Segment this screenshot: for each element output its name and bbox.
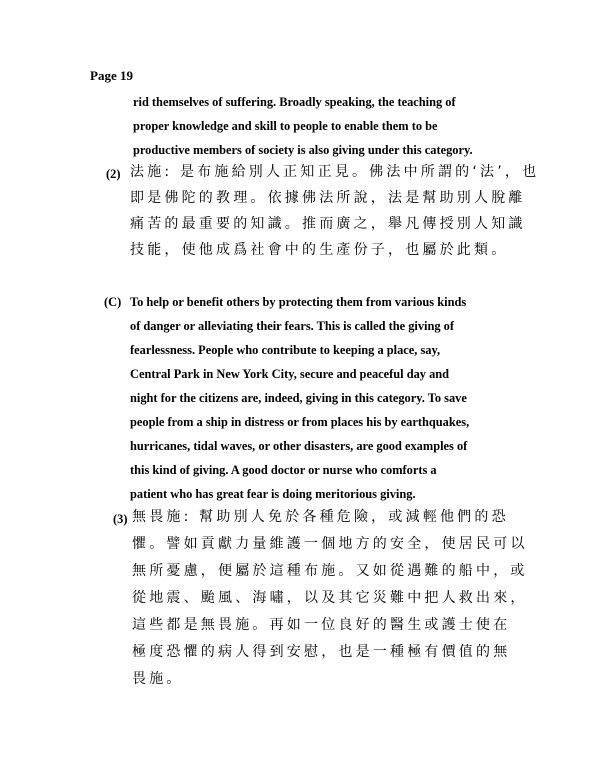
paragraph-line: fearlessness. People who contribute to keeping a place, say,: [130, 343, 441, 357]
chinese-line: 從地震、颱風、海嘯，以及其它災難中把人救出來，: [132, 590, 528, 606]
chinese-line: 技能，使他成爲社會中的生產份子，也屬於此類。: [130, 242, 509, 258]
paragraph-line: this kind of giving. A good doctor or nurse who comforts a: [130, 463, 437, 477]
item-marker: (2): [106, 167, 121, 181]
chinese-line: 即是佛陀的教理。依據佛法所說，法是幫助別人脫離: [130, 190, 526, 206]
paragraph-line: To help or benefit others by protecting them from various kinds: [130, 295, 467, 309]
chinese-line: 無畏施: 幫助別人免於各種危險，或減輕他們的恐: [132, 509, 509, 525]
paragraph-line: proper knowledge and skill to people to enable them to be: [133, 119, 438, 133]
item-marker: (3): [113, 512, 128, 526]
chinese-line: 法施: 是布施給別人正知正見。佛法中所謂的‘法’，也: [130, 164, 540, 180]
page-number: Page 19: [90, 68, 133, 83]
chinese-line: 這些都是無畏施。再如一位良好的醫生或護士使在: [132, 617, 511, 633]
paragraph-line: rid themselves of suffering. Broadly speaking, the teaching of: [133, 95, 456, 109]
paragraph-line: patient who has great fear is doing meritorious giving.: [130, 487, 416, 501]
chinese-line: 痛苦的最重要的知識。推而廣之，舉凡傳授別人知識: [130, 216, 526, 232]
chinese-line: 懼。譬如貢獻力量維護一個地方的安全，使居民可以: [132, 536, 528, 552]
paragraph-line: of danger or alleviating their fears. This is called the giving of: [130, 319, 454, 333]
paragraph-line: Central Park in New York City, secure and peaceful day and: [130, 367, 450, 381]
paragraph-line: hurricanes, tidal waves, or other disasters, are good examples of: [130, 439, 468, 453]
chinese-line: 無所憂慮，便屬於這種布施。又如從遇難的船中，或: [132, 563, 528, 579]
chinese-line: 極度恐懼的病人得到安慰，也是一種極有價值的無: [132, 644, 511, 660]
paragraph-line: night for the citizens are, indeed, giving in this category. To save: [130, 391, 467, 405]
paragraph-line: productive members of society is also giving under this category.: [133, 143, 473, 157]
item-marker: (C): [104, 295, 122, 309]
paragraph-line: people from a ship in distress or from places his by earthquakes,: [130, 415, 470, 429]
chinese-line: 畏施。: [132, 671, 184, 687]
